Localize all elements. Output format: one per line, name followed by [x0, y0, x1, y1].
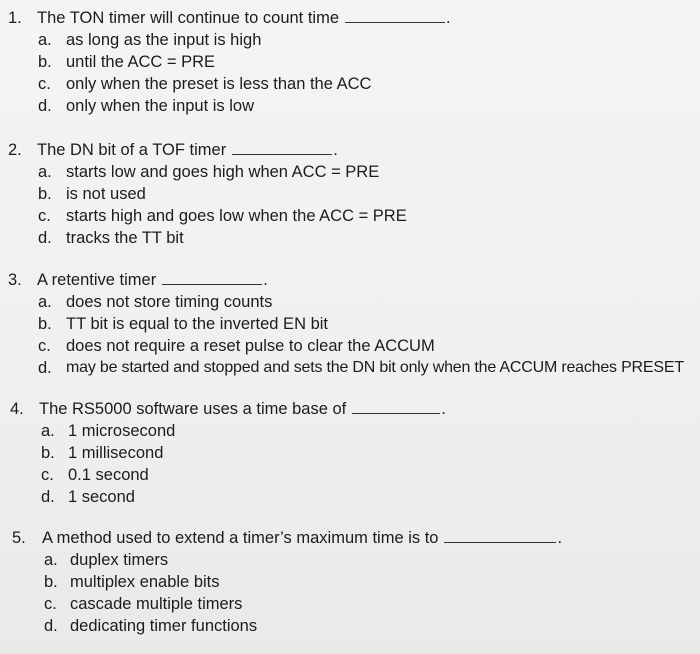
- question-stem-text: The RS5000 software uses a time base of: [39, 400, 347, 418]
- answer-blank: [345, 8, 445, 23]
- question-stem: [37, 8, 451, 28]
- option-letter-b: b.: [38, 315, 52, 333]
- option-d: 1 second: [68, 488, 135, 506]
- question-stem-text: The DN bit of a TOF timer: [37, 141, 227, 159]
- answer-blank: [444, 528, 556, 543]
- question-stem-text: A retentive timer: [37, 271, 157, 289]
- question-end-period: .: [446, 9, 451, 27]
- question-end-period: .: [263, 271, 268, 289]
- option-letter-c: c.: [38, 207, 51, 225]
- option-letter-c: c.: [38, 75, 51, 93]
- option-letter-d: d.: [38, 229, 52, 247]
- option-b: 1 millisecond: [68, 444, 164, 462]
- option-a: 1 microsecond: [68, 422, 176, 440]
- option-d: only when the input is low: [66, 97, 255, 115]
- option-d: tracks the TT bit: [66, 229, 184, 247]
- question-end-period: .: [557, 529, 563, 547]
- option-letter-b: b.: [41, 444, 55, 462]
- option-a: as long as the input is high: [66, 31, 262, 49]
- question-stem: [37, 270, 268, 290]
- option-letter-c: c.: [38, 337, 51, 355]
- option-c: starts high and goes low when the ACC = PRE: [66, 207, 407, 225]
- option-letter-a: a.: [44, 551, 58, 569]
- question-number: 5.: [12, 529, 26, 547]
- option-letter-b: b.: [38, 185, 52, 203]
- option-letter-d: d.: [38, 359, 52, 377]
- question-stem-text: The TON timer will continue to count time: [37, 9, 340, 27]
- option-letter-a: a.: [38, 31, 52, 49]
- answer-blank: [232, 140, 332, 155]
- question-stem: [37, 140, 338, 160]
- option-letter-c: c.: [41, 466, 54, 484]
- question-number: 2.: [8, 141, 22, 159]
- option-d: may be started and stopped and sets the DN bit only when the ACCUM reaches PRESET: [66, 359, 684, 376]
- question-number: 3.: [8, 271, 22, 289]
- option-letter-d: d.: [41, 488, 55, 506]
- answer-blank: [162, 270, 262, 285]
- question-end-period: .: [333, 141, 338, 159]
- option-c: only when the preset is less than the ACC: [66, 75, 372, 93]
- option-b: multiplex enable bits: [70, 573, 220, 591]
- option-c: 0.1 second: [68, 466, 149, 484]
- question-number: 4.: [10, 400, 24, 418]
- option-a: starts low and goes high when ACC = PRE: [66, 163, 380, 181]
- option-letter-b: b.: [38, 53, 52, 71]
- option-letter-a: a.: [38, 293, 52, 311]
- option-letter-a: a.: [41, 422, 55, 440]
- option-letter-c: c.: [44, 595, 57, 613]
- option-letter-a: a.: [38, 163, 52, 181]
- question-stem: [42, 528, 562, 548]
- question-number: 1.: [8, 9, 22, 27]
- option-a: does not store timing counts: [66, 293, 273, 311]
- option-b: TT bit is equal to the inverted EN bit: [66, 315, 328, 333]
- question-end-period: .: [441, 400, 446, 418]
- option-b: is not used: [66, 185, 146, 203]
- option-letter-b: b.: [44, 573, 58, 591]
- option-c: does not require a reset pulse to clear the ACCUM: [66, 337, 435, 355]
- answer-blank: [352, 399, 440, 414]
- option-c: cascade multiple timers: [70, 595, 243, 613]
- question-stem-text: A method used to extend a timer’s maximum time is to: [42, 529, 439, 547]
- question-stem: [39, 399, 446, 419]
- option-b: until the ACC = PRE: [66, 53, 216, 71]
- option-d: dedicating timer functions: [70, 617, 258, 635]
- option-letter-d: d.: [44, 617, 58, 635]
- option-letter-d: d.: [38, 97, 52, 115]
- option-a: duplex timers: [70, 551, 169, 569]
